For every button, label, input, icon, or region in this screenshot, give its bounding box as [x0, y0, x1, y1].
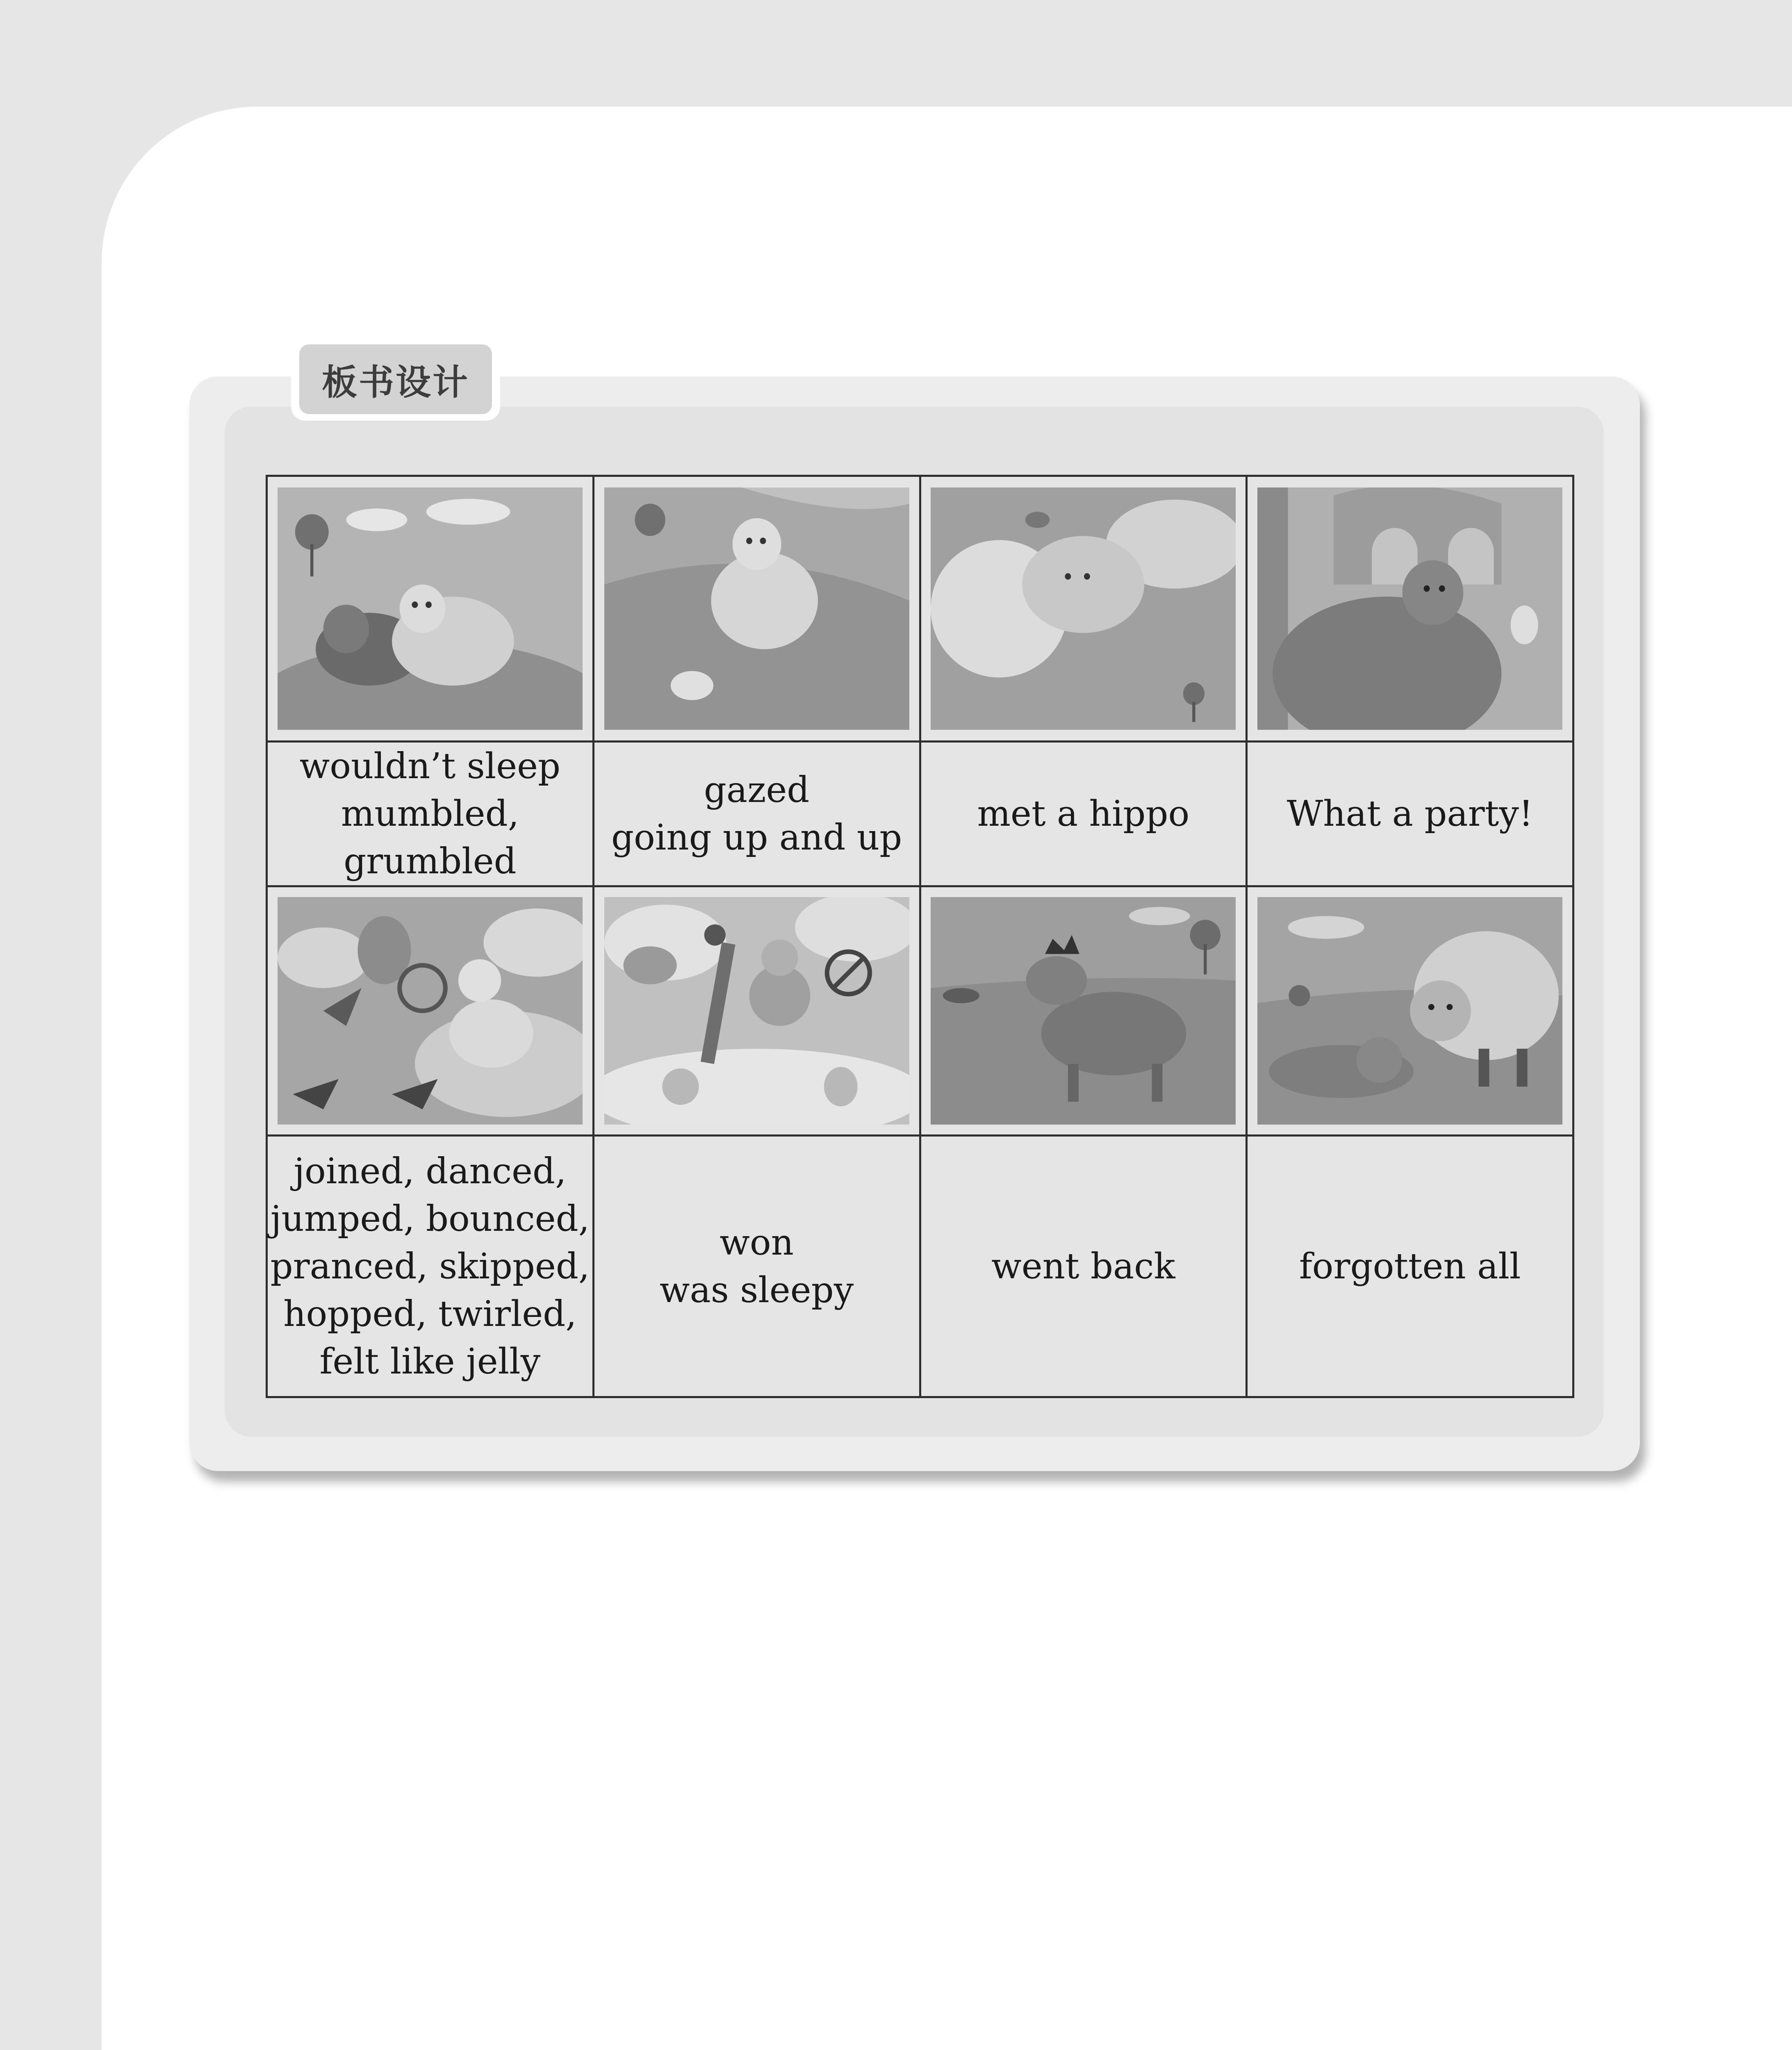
cloud-hippo-illustration: [931, 487, 1236, 730]
scene-cell: [920, 886, 1247, 1136]
caption-line: gazed: [704, 770, 810, 811]
dancing-band-illustration: [278, 897, 583, 1125]
scene-row-1: [267, 476, 1573, 742]
caption: [268, 1148, 592, 1385]
caption-cell: [920, 1136, 1247, 1397]
caption-line: hopped, twirled,: [283, 1293, 577, 1335]
scene-cell: [593, 886, 920, 1136]
caption-line: pranced, skipped,: [270, 1246, 590, 1287]
caption-line: mumbled, grumbled: [341, 793, 519, 882]
scene-cell: [920, 476, 1247, 742]
caption: [594, 1219, 919, 1314]
caption: [921, 1243, 1246, 1290]
caption-line: jumped, bounced,: [270, 1198, 590, 1239]
scene-cell: [1247, 476, 1573, 742]
caption-row-1: [267, 742, 1573, 886]
caption: [1248, 1243, 1572, 1290]
sleeping-donkey-and-sheep-illustration: [278, 487, 583, 730]
scene-row-2: [267, 886, 1573, 1136]
board-table: [266, 475, 1574, 1398]
scene-cell: [593, 476, 920, 742]
caption: [1248, 790, 1572, 838]
caption-line: going up and up: [611, 817, 902, 858]
caption: [594, 766, 919, 861]
walking-donkey-illustration: [931, 897, 1236, 1125]
scene-cell: [1247, 886, 1573, 1136]
caption-cell: [920, 742, 1247, 886]
caption-line: won: [720, 1222, 794, 1263]
caption-line: wouldn’t sleep: [299, 746, 561, 787]
board-title-tab-inner: [299, 344, 492, 414]
resting-donkey-and-sheep-illustration: [1257, 897, 1562, 1125]
caption-cell: [1247, 1136, 1573, 1397]
caption-line: went back: [991, 1246, 1175, 1287]
dancing-characters-illustration: [604, 897, 909, 1125]
caption-line: met a hippo: [977, 793, 1190, 834]
caption-line: was sleepy: [659, 1269, 854, 1311]
board-title: 板书设计: [322, 362, 469, 403]
caption: [921, 790, 1246, 838]
caption-cell: [593, 742, 920, 886]
caption-cell: [267, 1136, 594, 1397]
caption-row-2: [267, 1136, 1573, 1397]
caption-line: joined, danced,: [294, 1150, 567, 1192]
caption: [268, 743, 592, 885]
floating-sheep-illustration: [604, 487, 909, 730]
caption-line: felt like jelly: [319, 1341, 541, 1382]
caption-cell: [267, 742, 594, 886]
scene-cell: [267, 476, 594, 742]
caption-cell: [593, 1136, 920, 1397]
caption-line: What a party!: [1287, 793, 1533, 834]
caption-cell: [1247, 742, 1573, 886]
scene-cell: [267, 886, 594, 1136]
hippo-party-castle-illustration: [1257, 487, 1562, 730]
caption-line: forgotten all: [1299, 1246, 1521, 1287]
